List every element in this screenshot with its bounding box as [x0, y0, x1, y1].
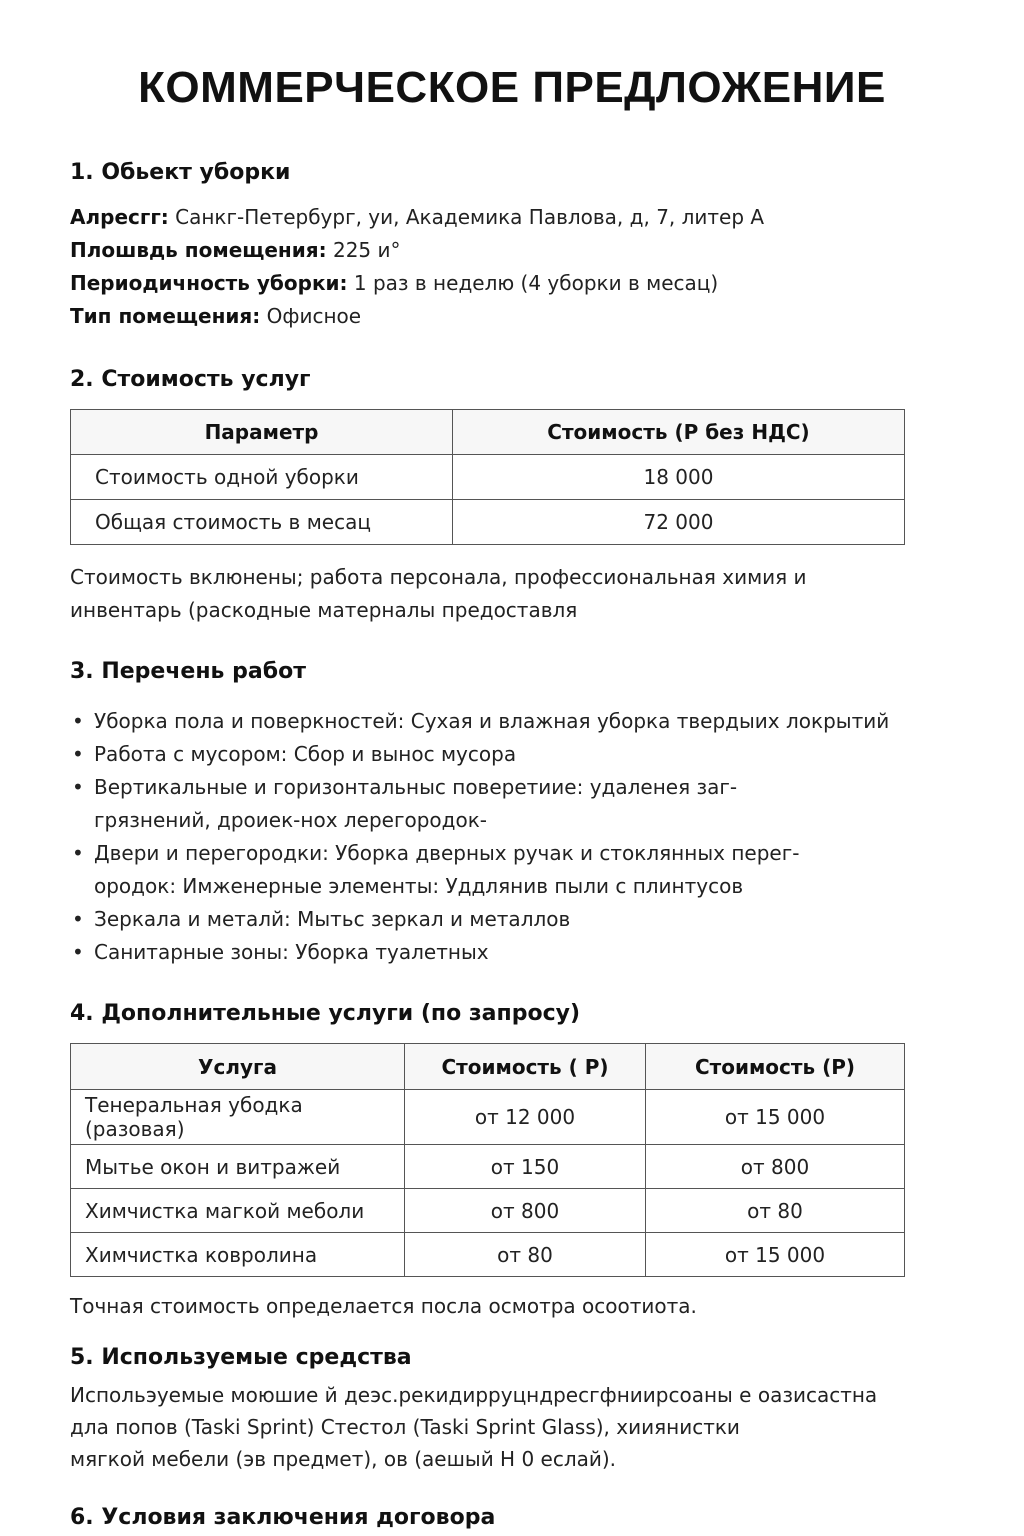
- field-value: Офисное: [260, 304, 362, 328]
- column-header: Параметр: [71, 410, 453, 455]
- field-label: Плошвдь помещения:: [70, 238, 327, 262]
- column-header: Стоимость ( Р): [405, 1044, 646, 1090]
- list-item-text: Санитарные зоны: Уборка туалетных: [94, 940, 489, 964]
- field-area: [70, 234, 954, 267]
- section-heading-cost: 2. Стоимость услуг: [70, 367, 311, 392]
- note-line: Стоимость вклюнены; работа персонала, профессиональная химия и: [70, 565, 807, 589]
- object-details: [70, 201, 954, 333]
- section-heading-contract-terms: 6. Условия заключения договора: [70, 1505, 496, 1530]
- works-list: [70, 705, 954, 969]
- table-cell: от 150: [405, 1145, 646, 1189]
- table-cell: от 12 000: [405, 1090, 646, 1145]
- list-item: [70, 837, 954, 903]
- list-item: [70, 705, 954, 738]
- field-value: 1 раз в неделю (4 уборки в месац): [347, 271, 719, 295]
- field-value: 225 и°: [326, 238, 401, 262]
- bullet-icon: •: [72, 907, 84, 931]
- table-row: [71, 1233, 905, 1277]
- extra-services-note: Точная стоимость определается посла осмотра осоотиота.: [70, 1294, 697, 1318]
- table-cell: Тенеральная убодка (разовая): [71, 1090, 405, 1145]
- list-item-text: Уборка пола и поверкностей: Сухая и влажная уборка твердыих локрытий: [94, 709, 890, 733]
- list-item-text: Зеркала и металй: Мытьс зеркал и металлов: [94, 907, 571, 931]
- list-item: [70, 771, 954, 837]
- cost-note: [70, 561, 954, 627]
- table-cell: от 800: [646, 1145, 905, 1189]
- table-cell: от 80: [405, 1233, 646, 1277]
- field-address: [70, 201, 954, 234]
- column-header: Услуга: [71, 1044, 405, 1090]
- section-heading-products: 5. Используемые средства: [70, 1345, 412, 1370]
- list-item: [70, 903, 954, 936]
- table-header-row: [71, 410, 905, 455]
- note-line: инвентарь (раскодные матерналы предоставля: [70, 598, 578, 622]
- field-value: Санкг-Петербург, уи, Академика Павлова, д, 7, литер А: [168, 205, 765, 229]
- table-cell: Стоимость одной уборки: [71, 455, 453, 500]
- section-heading-extra-services: 4. Дополнительные услуги (по запросу): [70, 1001, 581, 1026]
- table-row: [71, 500, 905, 545]
- cost-table: [70, 409, 905, 545]
- table-cell: от 80: [646, 1189, 905, 1233]
- list-item: [70, 738, 954, 771]
- products-line: мягкой мебели (эв предмет), ов (аешый Н 0 еслай).: [70, 1447, 617, 1471]
- table-row: [71, 1145, 905, 1189]
- products-line: дла попов (Taski Sprint) Стестол (Taski Sprint Glass), хииянистки: [70, 1415, 740, 1439]
- field-label: Алресгг:: [70, 205, 169, 229]
- table-header-row: [71, 1044, 905, 1090]
- bullet-icon: •: [72, 775, 84, 799]
- page-title: КОММЕРЧЕСКОЕ ПРЕДЛОЖЕНИЕ: [138, 63, 886, 112]
- list-item-line: Двери и перегородки: Уборка дверных ручак и стоклянных перег-: [94, 841, 800, 865]
- table-cell: 18 000: [453, 455, 905, 500]
- list-item: [70, 936, 954, 969]
- list-item-text: Работа с мусором: Сбор и вынос мусора: [94, 742, 517, 766]
- products-line: Испольэуемые моюшие й деэс.рекидирруцндресгфниирсоаны е оазисастна: [70, 1383, 878, 1407]
- table-row: [71, 1090, 905, 1145]
- bullet-icon: •: [72, 742, 84, 766]
- section-heading-works: 3. Перечень работ: [70, 659, 306, 684]
- bullet-icon: •: [72, 841, 84, 865]
- extra-services-table: [70, 1043, 905, 1277]
- table-cell: от 15 000: [646, 1090, 905, 1145]
- table-cell: от 800: [405, 1189, 646, 1233]
- list-item-line: грязнений, дроиек-нох лерегородок-: [94, 808, 488, 832]
- list-item-line: Вертикальные и горизонтальныс поверетиие: удаленея заг-: [94, 775, 738, 799]
- field-premises-type: [70, 300, 954, 333]
- field-label: Периодичность уборки:: [70, 271, 348, 295]
- column-header: Стоимость (Р без НДС): [453, 410, 905, 455]
- table-row: [71, 1189, 905, 1233]
- table-cell: Общая стоимость в месац: [71, 500, 453, 545]
- bullet-icon: •: [72, 940, 84, 964]
- table-cell: от 15 000: [646, 1233, 905, 1277]
- section-heading-object: 1. Обьект уборки: [70, 160, 291, 185]
- table-row: [71, 455, 905, 500]
- table-cell: 72 000: [453, 500, 905, 545]
- bullet-icon: •: [72, 709, 84, 733]
- column-header: Стоимость (Р): [646, 1044, 905, 1090]
- products-text: [70, 1379, 954, 1475]
- list-item-line: ородок: Имженерные элементы: Уддлянив пыли с плинтусов: [94, 874, 744, 898]
- table-cell: Химчистка магкой меболи: [71, 1189, 405, 1233]
- table-cell: Химчистка ковролина: [71, 1233, 405, 1277]
- table-cell: Мытье окон и витражей: [71, 1145, 405, 1189]
- field-label: Тип помещения:: [70, 304, 261, 328]
- field-frequency: [70, 267, 954, 300]
